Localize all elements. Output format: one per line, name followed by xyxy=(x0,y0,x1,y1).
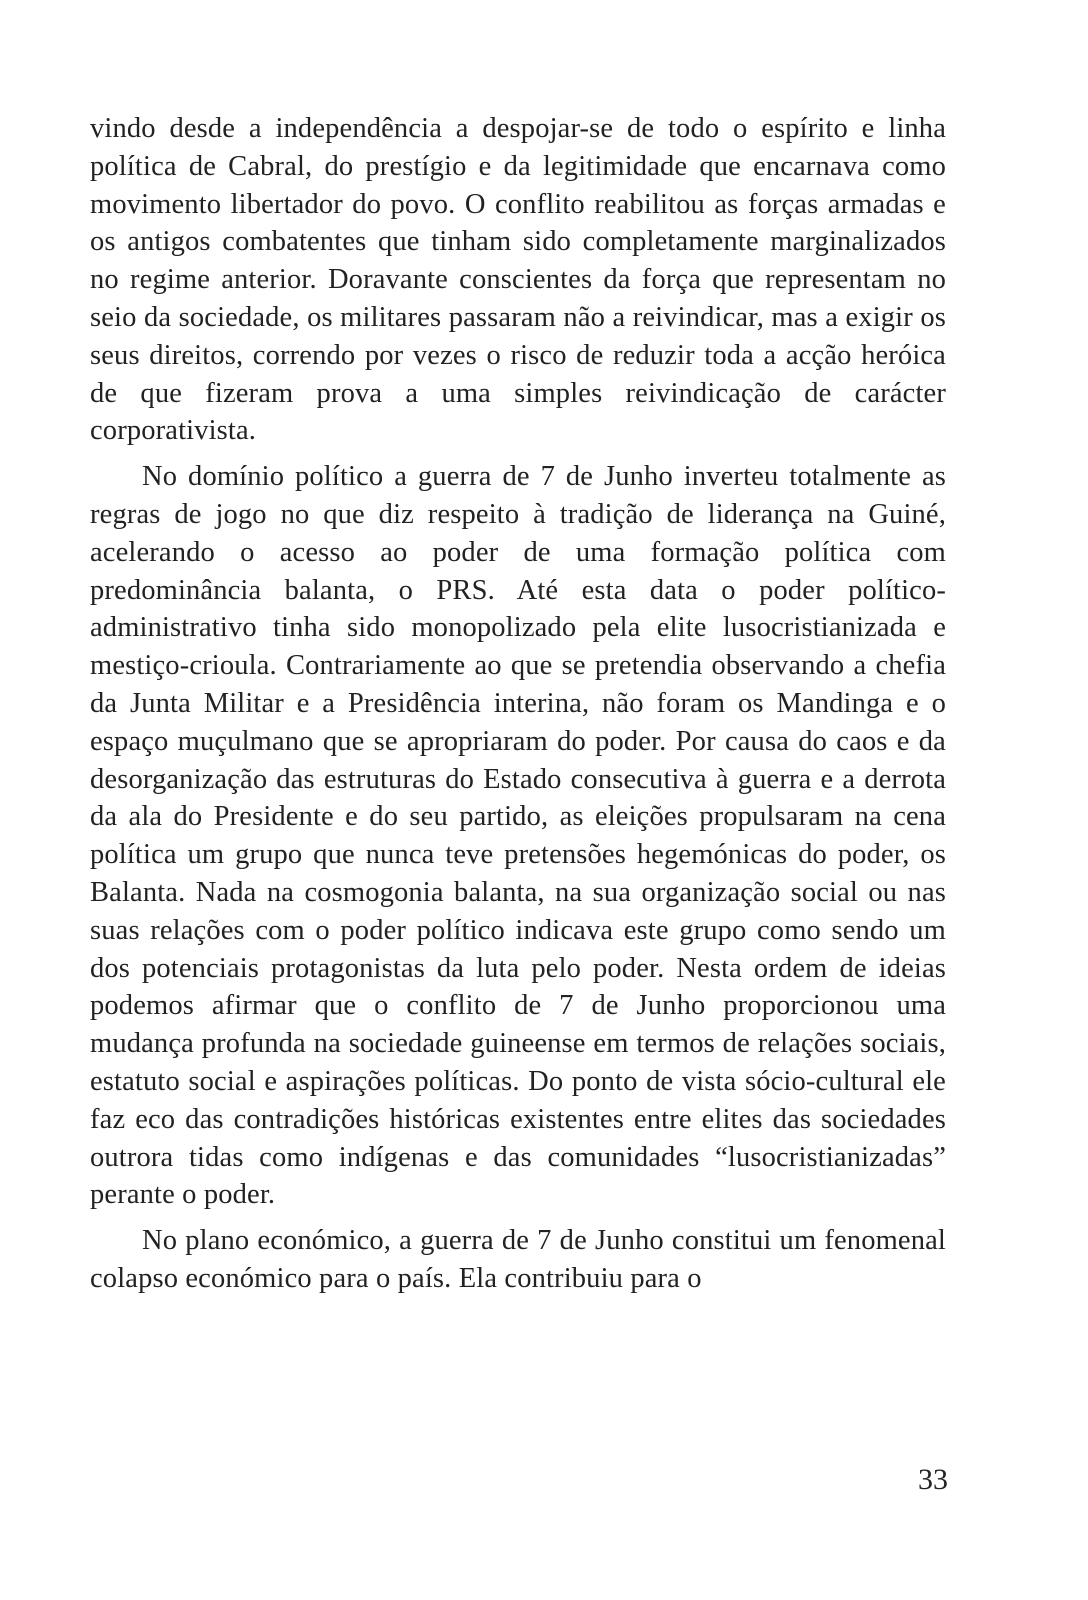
page-number: 33 xyxy=(918,1463,948,1496)
paragraph-political-domain: No domínio político a guerra de 7 de Junho inverteu totalmente as regras de jogo no que diz respeito à tradição de liderança na Guiné, acelerando o acesso ao poder de uma formação política com predominância balanta, o PRS. Até esta data o poder político-administrativo tinha sido monopolizado pela elite lusocristianizada e mestiço-crioula. Contrariamente ao que se pretendia observando a chefia da Junta Militar e a Presidência interina, não foram os Mandinga e o espaço muçulmano que se apropriaram do poder. Por causa do caos e da desorganização das estruturas do Estado consecutiva à guerra e a derrota da ala do Presidente e do seu partido, as eleições propulsaram na cena política um grupo que nunca teve pretensões hegemónicas do poder, os Balanta. Nada na cosmogonia balanta, na sua organização social ou nas suas relações com o poder político indicava este grupo como sendo um dos potenciais protagonistas da luta pelo poder. Nesta ordem de ideias podemos afirmar que o conflito de 7 de Junho proporcionou uma mudança profunda na sociedade guineense em termos de relações sociais, estatuto social e aspirações políticas. Do ponto de vista sócio-cultural ele faz eco das contradições históricas existentes entre elites das sociedades outrora tidas como indígenas e das comunidades “lusocristianizadas” perante o poder. xyxy=(90,461,946,1211)
paragraph-continuation: vindo desde a independência a despojar-se de todo o espírito e linha política de Cabral, do prestígio e da legitimidade que encarnava como movimento libertador do povo. O conflito reabilitou as forças armadas e os antigos combatentes que tinham sido completamente marginalizados no regime anterior. Doravante conscientes da força que representam no seio da sociedade, os militares passaram não a reivindicar, mas a exigir os seus direitos, correndo por vezes o risco de reduzir toda a acção heróica de que fizeram prova a uma simples reivindicação de carácter corporativista. xyxy=(90,113,946,447)
body-text xyxy=(90,110,946,1298)
paragraph-economic-plan: No plano económico, a guerra de 7 de Junho constitui um fenomenal colapso económico para o país. Ela contribuiu para o xyxy=(90,1225,946,1294)
